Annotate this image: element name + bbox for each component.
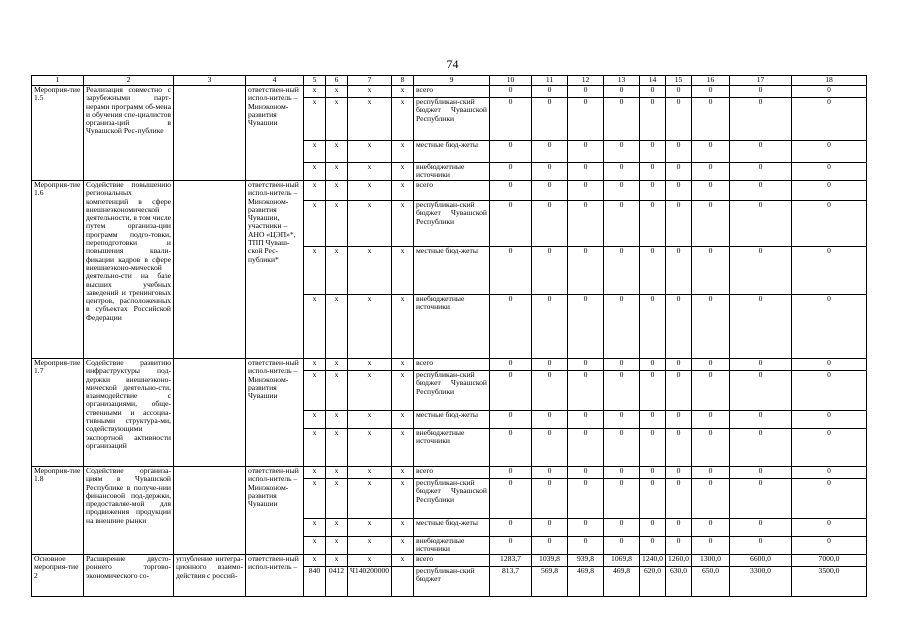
value-cell: 0	[730, 537, 792, 555]
value-cell: 3300,0	[730, 567, 792, 597]
value-cell: 0	[604, 359, 640, 371]
budget-code-cell: x	[392, 201, 414, 247]
value-cell: 0	[640, 295, 666, 359]
value-cell: 0	[640, 359, 666, 371]
value-cell: 0	[604, 429, 640, 467]
value-cell: 0	[568, 479, 604, 519]
value-cell: 0	[604, 411, 640, 429]
value-cell: 0	[568, 86, 604, 98]
value-cell: 0	[532, 429, 568, 467]
value-cell: 1300,0	[692, 555, 730, 567]
executor-cell: ответствен-ный испол-нитель – Минэконом-развития Чувашии	[246, 467, 304, 555]
value-cell: 0	[640, 201, 666, 247]
measure-name-cell: Содействие организа-циям в Чувашской Республике в получе-нии финансовой под-держки, предоставляе-мой для продвижения продукции на внешние рынки	[84, 467, 174, 555]
value-cell: 0	[640, 86, 666, 98]
value-cell: 0	[532, 247, 568, 295]
value-cell: 813,7	[490, 567, 532, 597]
value-cell: 0	[640, 429, 666, 467]
value-cell: 0	[792, 86, 867, 98]
value-cell: 0	[532, 181, 568, 201]
value-cell: 650,0	[692, 567, 730, 597]
measure-name-cell: Содействие повышению региональных компетенций в сфере внешнеэкономической деятельности, в том числе путем организа-ции программ подго-товки, переподготовки и повышения квали-фикации кадров в сфере внешнеэконо-мической деятельно-сти на базе высших учебных заведений и тренинговых центров, расположенных в субъектах Российской Федерации	[84, 181, 174, 359]
budget-code-cell: x	[392, 371, 414, 411]
budget-code-cell: x	[326, 295, 348, 359]
budget-code-cell: x	[326, 98, 348, 141]
value-cell: 1240,0	[640, 555, 666, 567]
value-cell: 0	[792, 163, 867, 181]
budget-code-cell: x	[326, 247, 348, 295]
value-cell: 0	[730, 371, 792, 411]
budget-code-cell: x	[304, 181, 326, 201]
header-cell: 8	[392, 76, 414, 86]
header-cell: 10	[490, 76, 532, 86]
value-cell: 6600,0	[730, 555, 792, 567]
value-cell: 0	[568, 98, 604, 141]
budget-code-cell: x	[304, 411, 326, 429]
budget-code-cell: x	[326, 359, 348, 371]
measure-result-cell	[174, 181, 246, 359]
value-cell: 0	[792, 371, 867, 411]
value-cell: 0	[532, 201, 568, 247]
value-cell: 0	[532, 86, 568, 98]
value-cell: 0	[730, 181, 792, 201]
budget-code-cell: x	[304, 86, 326, 98]
funding-source-cell: республикан-ский бюджет Чувашской Республики	[414, 371, 490, 411]
budget-code-cell: x	[348, 555, 392, 567]
budget-code-cell: x	[348, 247, 392, 295]
measure-id-cell: Мероприя-тие 1.7	[32, 359, 84, 467]
value-cell: 0	[666, 141, 692, 163]
header-cell: 1	[32, 76, 84, 86]
value-cell: 0	[568, 163, 604, 181]
value-cell: 0	[692, 537, 730, 555]
value-cell: 0	[640, 519, 666, 537]
value-cell: 0	[730, 411, 792, 429]
value-cell: 0	[730, 201, 792, 247]
budget-code-cell	[392, 567, 414, 597]
value-cell: 0	[730, 163, 792, 181]
value-cell: 0	[730, 359, 792, 371]
value-cell: 939,8	[568, 555, 604, 567]
header-cell: 11	[532, 76, 568, 86]
value-cell: 1260,0	[666, 555, 692, 567]
value-cell: 0	[532, 371, 568, 411]
value-cell: 0	[604, 537, 640, 555]
value-cell: 1283,7	[490, 555, 532, 567]
budget-table	[31, 75, 867, 597]
value-cell: 0	[640, 98, 666, 141]
value-cell: 0	[568, 247, 604, 295]
value-cell: 0	[604, 519, 640, 537]
value-cell: 0	[666, 429, 692, 467]
budget-code-cell: x	[304, 467, 326, 479]
value-cell: 0	[604, 86, 640, 98]
measure-name-cell: Содействие развитию инфраструктуры под-держки внешнеэконо-мической деятельно-сти, взаимодействие с организациями, обще-ственными и ассоциа-тивными структура-ми, содействующими экспортной активности организаций	[84, 359, 174, 467]
value-cell: 0	[792, 247, 867, 295]
value-cell: 0	[730, 479, 792, 519]
measure-result-cell	[174, 359, 246, 467]
budget-code-cell: x	[326, 371, 348, 411]
page-number: 74	[446, 57, 459, 71]
value-cell: 0	[666, 359, 692, 371]
measure-id-cell: Мероприя-тие 1.6	[32, 181, 84, 359]
funding-source-cell: всего	[414, 467, 490, 479]
budget-code-cell: x	[304, 163, 326, 181]
header-cell: 12	[568, 76, 604, 86]
measure-result-cell	[174, 467, 246, 555]
value-cell: 630,0	[666, 567, 692, 597]
budget-code-cell: x	[348, 479, 392, 519]
value-cell: 0	[730, 98, 792, 141]
budget-code-cell: x	[348, 519, 392, 537]
value-cell: 1039,8	[532, 555, 568, 567]
value-cell: 0	[490, 295, 532, 359]
value-cell: 0	[490, 181, 532, 201]
value-cell: 0	[692, 86, 730, 98]
value-cell: 0	[604, 479, 640, 519]
value-cell: 0	[692, 163, 730, 181]
table-row	[32, 181, 867, 201]
measure-id-cell: Мероприя-тие 1.8	[32, 467, 84, 555]
value-cell: 0	[666, 163, 692, 181]
budget-code-cell: x	[348, 163, 392, 181]
budget-code-cell: x	[392, 247, 414, 295]
funding-source-cell: республикан-ский бюджет	[414, 567, 490, 597]
value-cell: 0	[666, 371, 692, 411]
value-cell: 0	[792, 519, 867, 537]
executor-cell: ответствен-ный испол-нитель – Минэконом-развития Чувашии	[246, 359, 304, 467]
header-cell: 3	[174, 76, 246, 86]
budget-code-cell: x	[392, 86, 414, 98]
budget-code-cell: x	[326, 467, 348, 479]
budget-code-cell: x	[304, 537, 326, 555]
value-cell: 469,8	[604, 567, 640, 597]
value-cell: 0	[490, 537, 532, 555]
value-cell: 0	[604, 98, 640, 141]
budget-code-cell: x	[392, 359, 414, 371]
value-cell: 0	[692, 479, 730, 519]
header-cell: 16	[692, 76, 730, 86]
header-cell: 7	[348, 76, 392, 86]
budget-code-cell: x	[304, 359, 326, 371]
value-cell: 0	[730, 141, 792, 163]
value-cell: 0	[604, 201, 640, 247]
value-cell: 3500,0	[792, 567, 867, 597]
value-cell: 0	[692, 295, 730, 359]
table-row	[32, 555, 867, 567]
budget-code-cell: x	[392, 98, 414, 141]
funding-source-cell: местные бюд-жеты	[414, 141, 490, 163]
measure-name-cell: Расширение двусто-роннего торгово-экономического со-	[84, 555, 174, 597]
value-cell: 0	[640, 181, 666, 201]
value-cell: 0	[666, 467, 692, 479]
value-cell: 0	[692, 371, 730, 411]
budget-code-cell: x	[326, 201, 348, 247]
value-cell: 0	[692, 141, 730, 163]
budget-code-cell: x	[348, 537, 392, 555]
value-cell: 0	[666, 519, 692, 537]
value-cell: 0	[532, 411, 568, 429]
header-cell: 15	[666, 76, 692, 86]
header-cell: 9	[414, 76, 490, 86]
value-cell: 0	[792, 429, 867, 467]
funding-source-cell: местные бюд-жеты	[414, 247, 490, 295]
funding-source-cell: республикан-ский бюджет Чувашской Республики	[414, 479, 490, 519]
value-cell: 0	[640, 163, 666, 181]
budget-code-cell: x	[326, 163, 348, 181]
value-cell: 0	[692, 411, 730, 429]
budget-code-cell: Ч140200000	[348, 567, 392, 597]
table-row	[32, 359, 867, 371]
value-cell: 0	[666, 201, 692, 247]
value-cell: 0	[666, 479, 692, 519]
value-cell: 0	[792, 479, 867, 519]
budget-code-cell: x	[348, 359, 392, 371]
value-cell: 0	[792, 537, 867, 555]
value-cell: 0	[666, 295, 692, 359]
value-cell: 0	[640, 141, 666, 163]
value-cell: 0	[730, 467, 792, 479]
budget-code-cell: x	[392, 519, 414, 537]
header-row	[32, 76, 867, 86]
budget-code-cell: x	[392, 181, 414, 201]
value-cell: 0	[604, 163, 640, 181]
value-cell: 0	[490, 479, 532, 519]
header-cell: 5	[304, 76, 326, 86]
value-cell: 0	[666, 98, 692, 141]
budget-code-cell: x	[326, 181, 348, 201]
funding-source-cell: всего	[414, 555, 490, 567]
budget-code-cell: x	[392, 537, 414, 555]
funding-source-cell: всего	[414, 86, 490, 98]
budget-code-cell: x	[304, 371, 326, 411]
value-cell: 0	[532, 163, 568, 181]
value-cell: 0	[568, 519, 604, 537]
value-cell: 0	[604, 141, 640, 163]
value-cell: 0	[730, 295, 792, 359]
value-cell: 0	[532, 295, 568, 359]
value-cell: 0	[568, 295, 604, 359]
value-cell: 0	[692, 98, 730, 141]
budget-code-cell: x	[326, 429, 348, 467]
value-cell: 0	[792, 181, 867, 201]
value-cell: 0	[604, 467, 640, 479]
budget-code-cell: x	[326, 479, 348, 519]
value-cell: 0	[640, 371, 666, 411]
budget-code-cell: x	[392, 411, 414, 429]
budget-code-cell: x	[392, 555, 414, 567]
value-cell: 0	[568, 359, 604, 371]
value-cell: 0	[490, 519, 532, 537]
budget-code-cell: x	[348, 295, 392, 359]
value-cell: 0	[568, 429, 604, 467]
value-cell: 0	[692, 201, 730, 247]
budget-code-cell: x	[392, 295, 414, 359]
value-cell: 0	[532, 467, 568, 479]
budget-code-cell: x	[348, 467, 392, 479]
value-cell: 0	[792, 295, 867, 359]
value-cell: 0	[792, 98, 867, 141]
budget-code-cell: x	[326, 411, 348, 429]
budget-code-cell: x	[348, 181, 392, 201]
value-cell: 0	[640, 247, 666, 295]
header-cell: 14	[640, 76, 666, 86]
value-cell: 0	[666, 86, 692, 98]
budget-code-cell: x	[304, 479, 326, 519]
budget-code-cell: x	[304, 201, 326, 247]
value-cell: 0	[490, 247, 532, 295]
funding-source-cell: республикан-ский бюджет Чувашской Республики	[414, 98, 490, 141]
value-cell: 0	[692, 359, 730, 371]
measure-result-cell: углубление интегра-ционного взаимо-действия с россий-	[174, 555, 246, 597]
value-cell: 0	[568, 141, 604, 163]
budget-code-cell: x	[326, 537, 348, 555]
value-cell: 0	[532, 519, 568, 537]
value-cell: 0	[604, 181, 640, 201]
value-cell: 0	[490, 98, 532, 141]
value-cell: 0	[490, 201, 532, 247]
measure-id-cell: Мероприя-тие 1.5	[32, 86, 84, 181]
table-row	[32, 86, 867, 98]
value-cell: 0	[490, 429, 532, 467]
value-cell: 0	[792, 141, 867, 163]
funding-source-cell: всего	[414, 359, 490, 371]
budget-code-cell: x	[348, 98, 392, 141]
value-cell: 7000,0	[792, 555, 867, 567]
budget-code-cell: x	[348, 86, 392, 98]
budget-code-cell: x	[304, 295, 326, 359]
value-cell: 0	[490, 359, 532, 371]
header-cell: 4	[246, 76, 304, 86]
budget-code-cell: x	[392, 429, 414, 467]
value-cell: 0	[730, 519, 792, 537]
value-cell: 469,8	[568, 567, 604, 597]
value-cell: 0	[568, 537, 604, 555]
measure-name-cell: Реализация совместно с зарубежными парт-нерами программ об-мена и обучения спе-циалистов организа-ций в Чувашской Рес-публике	[84, 86, 174, 181]
budget-code-cell: x	[326, 86, 348, 98]
funding-source-cell: внебюджетные источники	[414, 537, 490, 555]
executor-cell: ответствен-ный испол-нитель – Минэконом-развития Чувашии	[246, 86, 304, 181]
executor-cell: ответствен-ный испол-нитель –	[246, 555, 304, 597]
value-cell: 0	[640, 411, 666, 429]
value-cell: 0	[490, 467, 532, 479]
value-cell: 0	[568, 201, 604, 247]
funding-source-cell: внебюджетные источники	[414, 429, 490, 467]
budget-code-cell: 0412	[326, 567, 348, 597]
value-cell: 0	[692, 467, 730, 479]
header-cell: 13	[604, 76, 640, 86]
funding-source-cell: республикан-ский бюджет Чувашской Республики	[414, 201, 490, 247]
value-cell: 620,0	[640, 567, 666, 597]
value-cell: 0	[490, 411, 532, 429]
value-cell: 0	[640, 537, 666, 555]
budget-code-cell: x	[392, 163, 414, 181]
funding-source-cell: местные бюд-жеты	[414, 519, 490, 537]
header-cell: 6	[326, 76, 348, 86]
value-cell: 0	[532, 479, 568, 519]
header-cell: 17	[730, 76, 792, 86]
header-cell: 2	[84, 76, 174, 86]
budget-code-cell: x	[326, 141, 348, 163]
value-cell: 0	[532, 537, 568, 555]
value-cell: 0	[730, 247, 792, 295]
budget-code-cell: x	[326, 519, 348, 537]
value-cell: 0	[640, 479, 666, 519]
value-cell: 0	[730, 429, 792, 467]
budget-code-cell: x	[348, 201, 392, 247]
value-cell: 0	[568, 371, 604, 411]
funding-source-cell: всего	[414, 181, 490, 201]
budget-code-cell: x	[392, 467, 414, 479]
value-cell: 0	[666, 181, 692, 201]
funding-source-cell: внебюджетные источники	[414, 163, 490, 181]
budget-code-cell: x	[392, 479, 414, 519]
value-cell: 0	[604, 247, 640, 295]
table-row	[32, 467, 867, 479]
value-cell: 0	[532, 98, 568, 141]
budget-code-cell: x	[304, 429, 326, 467]
budget-code-cell: x	[304, 247, 326, 295]
value-cell: 0	[640, 467, 666, 479]
value-cell: 0	[666, 411, 692, 429]
value-cell: 0	[792, 411, 867, 429]
header-cell: 18	[792, 76, 867, 86]
value-cell: 0	[792, 467, 867, 479]
value-cell: 0	[532, 359, 568, 371]
value-cell: 0	[666, 247, 692, 295]
budget-code-cell: 840	[304, 567, 326, 597]
budget-code-cell: x	[348, 141, 392, 163]
funding-source-cell: внебюджетные источники	[414, 295, 490, 359]
value-cell: 0	[568, 467, 604, 479]
value-cell: 0	[730, 86, 792, 98]
value-cell: 0	[490, 371, 532, 411]
value-cell: 0	[490, 86, 532, 98]
value-cell: 569,8	[532, 567, 568, 597]
value-cell: 0	[568, 181, 604, 201]
measure-result-cell	[174, 86, 246, 181]
value-cell: 0	[532, 141, 568, 163]
value-cell: 1069,8	[604, 555, 640, 567]
budget-code-cell: x	[348, 411, 392, 429]
value-cell: 0	[604, 295, 640, 359]
budget-code-cell: x	[304, 98, 326, 141]
funding-source-cell: местные бюд-жеты	[414, 411, 490, 429]
budget-code-cell: x	[326, 555, 348, 567]
value-cell: 0	[604, 371, 640, 411]
budget-code-cell: x	[348, 429, 392, 467]
value-cell: 0	[490, 163, 532, 181]
value-cell: 0	[692, 519, 730, 537]
executor-cell: ответствен-ный испол-нитель – Минэконом-развития Чувашии, участники – АНО «ЦЭП»*, ТПП Чуваш-ской Рес-публики*	[246, 181, 304, 359]
budget-code-cell: x	[304, 141, 326, 163]
value-cell: 0	[490, 141, 532, 163]
value-cell: 0	[692, 429, 730, 467]
value-cell: 0	[692, 247, 730, 295]
budget-code-cell: x	[392, 141, 414, 163]
budget-code-cell: x	[304, 519, 326, 537]
value-cell: 0	[792, 359, 867, 371]
value-cell: 0	[692, 181, 730, 201]
budget-code-cell: x	[348, 371, 392, 411]
value-cell: 0	[792, 201, 867, 247]
value-cell: 0	[666, 537, 692, 555]
value-cell: 0	[568, 411, 604, 429]
measure-id-cell: Основное мероприя-тие 2	[32, 555, 84, 597]
budget-code-cell: x	[304, 555, 326, 567]
